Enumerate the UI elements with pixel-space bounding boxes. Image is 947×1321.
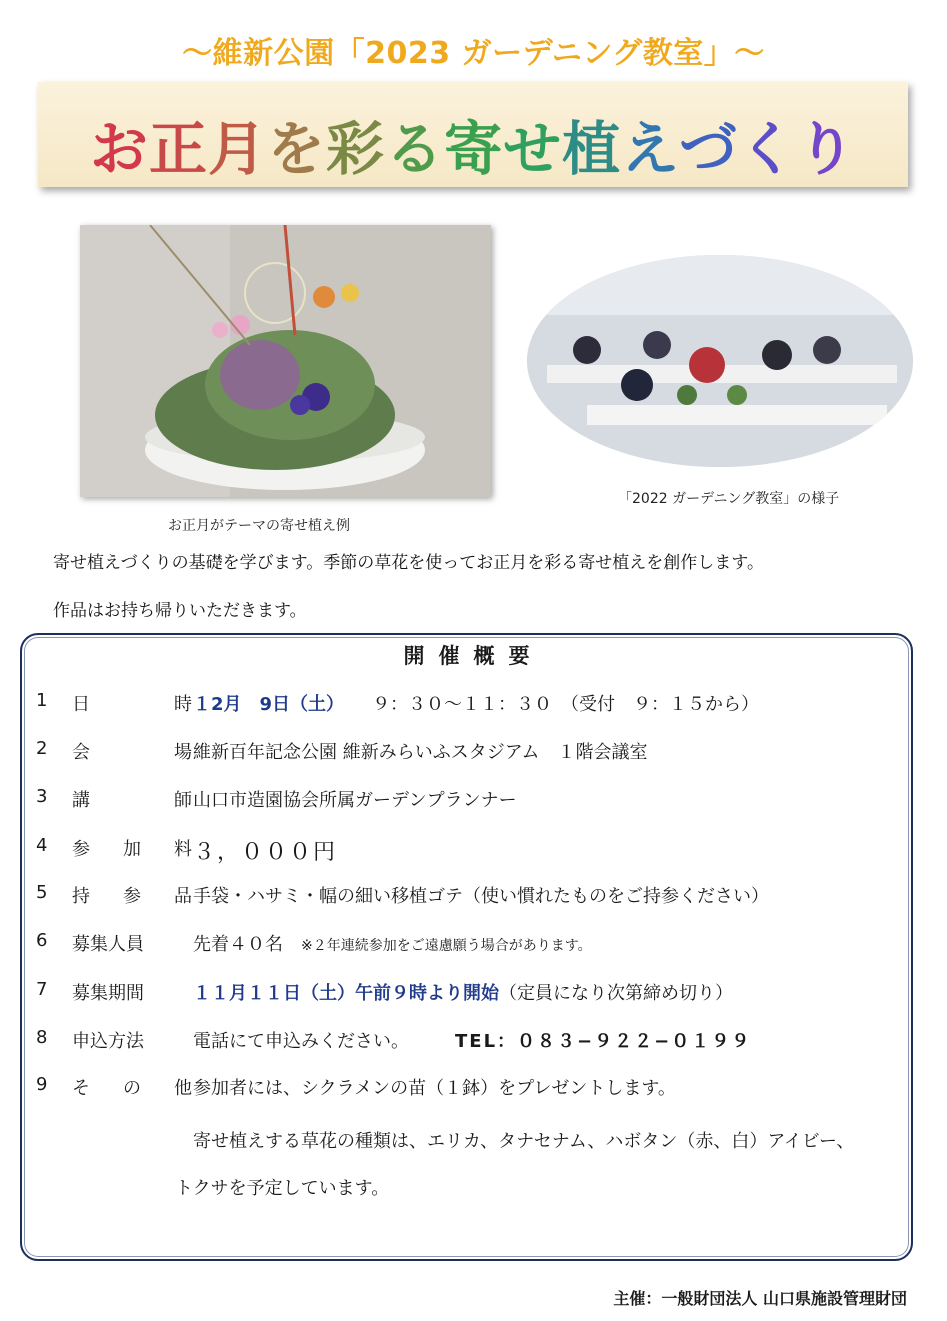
overview-row [36,786,906,816]
row-number: 3 [36,786,48,807]
title-char: る [385,115,445,183]
row-value: 山口市造園協会所属ガーデンプランナー [193,790,517,811]
overview-row [36,690,906,720]
row-value: 電話にて申込みください。 TEL：０８３−９２２−０１９９ [193,1031,752,1052]
organizer: 主催：一般財団法人 山口県施設管理財団 [613,1289,907,1308]
title-char: 寄 [444,115,504,183]
overview-heading: 開催概要 [403,644,544,668]
flower-arrangement-image [80,225,491,497]
row-label: 申込方法 [72,1031,144,1052]
title-char: づ [678,115,738,183]
overview-row [36,882,906,912]
row-value: １１月１１日（土）午前９時より開始（定員になり次第締め切り） [193,983,733,1004]
event-subtitle: 〜維新公園「2023 ガーデニング教室」〜 [182,36,765,71]
title-banner [38,82,908,187]
row-value: ３，０００円 [193,840,338,865]
row-value: 先着４０名 ※２年連続参加をご遠慮願う場合があります。 [193,934,592,955]
row-value: 手袋・ハサミ・幅の細い移植ゴテ（使い慣れたものをご持参ください） [193,886,769,907]
overview-row [36,1027,906,1057]
title-char: く [737,115,797,183]
row-number: 1 [36,690,48,711]
title-char: せ [503,115,563,183]
title-char: を [267,115,327,183]
title-char: え [621,115,679,183]
row-number: 5 [36,882,48,903]
classroom-image [527,255,913,467]
row-label: 日 時 [72,694,192,715]
row-value: 維新百年記念公園 維新みらいふスタジアム １階会議室 [193,742,648,763]
photo-caption-left: お正月がテーマの寄せ植え例 [168,518,350,534]
overview-row [36,835,906,865]
title-char: 植 [562,115,622,183]
row-label: 講 師 [72,790,192,811]
other-detail-line-1: 寄せ植えする草花の種類は、エリカ、タナセナム、ハボタン（赤、白）アイビー、 [193,1131,855,1152]
row-number: 2 [36,738,48,759]
intro-line-2: 作品はお持ち帰りいただきます。 [53,601,307,621]
row-number: 9 [36,1074,48,1095]
title-char: 彩 [326,115,386,183]
row-label: 持 参 品 [72,886,192,907]
overview-row [36,930,906,960]
page-title [38,102,908,186]
row-label: 参 加 料 [72,839,192,860]
title-char: 正 [149,115,209,183]
row-number: 8 [36,1027,48,1048]
row-value: １2月 9日（土） ９：３０〜１１：３０ （受付 ９：１５から） [193,694,760,715]
row-number: 7 [36,979,48,1000]
overview-row [36,1074,906,1104]
row-label: 募集期間 [72,983,144,1004]
row-value: 参加者には、シクラメンの苗（１鉢）をプレゼントします。 [193,1078,676,1099]
overview-row [36,979,906,1009]
row-number: 6 [36,930,48,951]
row-number: 4 [36,835,48,856]
photo-caption-right: 「2022 ガーデニング教室」の様子 [618,491,840,507]
arrangement-photo [80,225,491,497]
row-label: 募集人員 [72,934,144,955]
title-char: り [797,115,857,183]
title-char: お [89,115,149,183]
row-label: 会 場 [72,742,192,763]
overview-row [36,738,906,768]
row-label: そ の 他 [72,1078,192,1099]
class-photo [527,255,913,467]
title-char: 月 [208,115,268,183]
other-detail-line-2: トクサを予定しています。 [175,1178,390,1199]
intro-line-1: 寄せ植えづくりの基礎を学びます。季節の草花を使ってお正月を彩る寄せ植えを創作します。 [53,553,764,573]
